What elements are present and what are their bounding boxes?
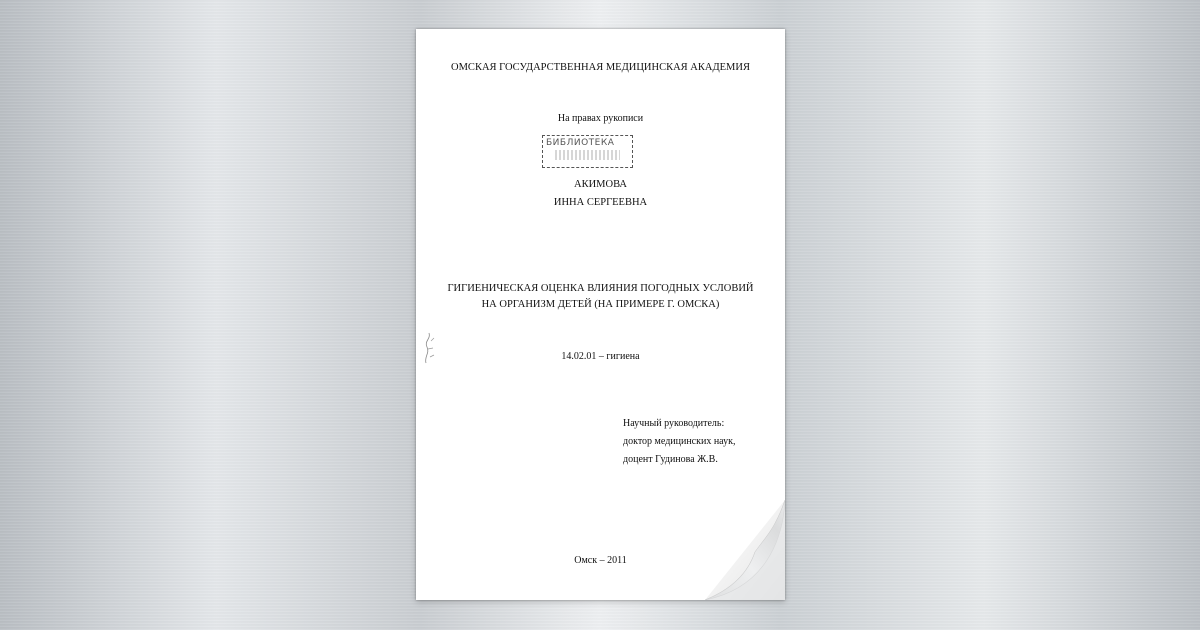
supervisor-degree: доктор медицинских наук, [623, 436, 736, 447]
academy-name: ОМСКАЯ ГОСУДАРСТВЕННАЯ МЕДИЦИНСКАЯ АКАДЕМИЯ [451, 62, 750, 73]
stamp-text: БИБЛИОТЕКА [546, 138, 615, 148]
city-year: Омск – 2011 [574, 555, 627, 566]
specialty-code: 14.02.01 – гигиена [561, 351, 640, 362]
rights-note: На правах рукописи [557, 113, 644, 124]
author-name: ИННА СЕРГЕЕВНА [553, 197, 648, 208]
supervisor-label: Научный руководитель: [623, 418, 725, 429]
thesis-title-line-1: ГИГИЕНИЧЕСКАЯ ОЦЕНКА ВЛИЯНИЯ ПОГОДНЫХ УСЛОВИЙ [447, 283, 754, 294]
author-surname: АКИМОВА [573, 179, 627, 190]
thesis-title-line-2: НА ОРГАНИЗМ ДЕТЕЙ (НА ПРИМЕРЕ Г. ОМСКА) [481, 299, 720, 310]
library-stamp [542, 135, 633, 168]
supervisor-name: доцент Гудинова Ж.В. [623, 454, 718, 465]
stamp-smudge [555, 150, 620, 160]
document-page [416, 29, 785, 600]
page-curl [705, 500, 785, 600]
